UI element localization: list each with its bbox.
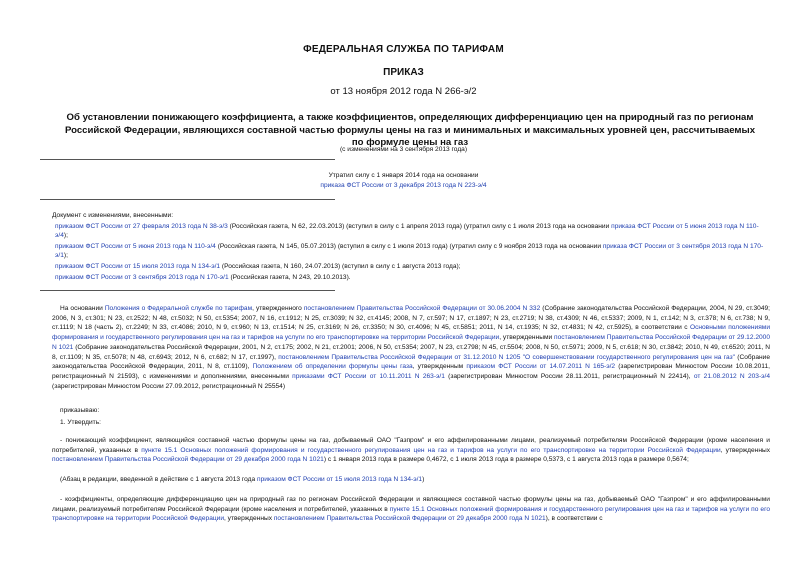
- legal-link[interactable]: приказом ФСТ России от 14.07.2011 N 165-э/2: [466, 363, 616, 371]
- changes-note: (с изменениями на 3 сентября 2013 года): [339, 146, 468, 153]
- legal-link[interactable]: Основными положениями формирования и государственного регулирования цен на газ и тарифов на услуги по его транспортировке на территории Российской Федерации: [52, 324, 770, 342]
- issuing-authority: ФЕДЕРАЛЬНАЯ СЛУЖБА ПО ТАРИФАМ: [303, 44, 504, 55]
- legal-link[interactable]: постановлением Правительства Российской Федерации от 29.12.2000 N 1021: [52, 334, 770, 351]
- document-type: ПРИКАЗ: [383, 67, 424, 78]
- legal-link[interactable]: пункте 15.1 Основных положений формирования и государственного регулирования цен на газ и тарифов на услуги по его транспортировке на территории Российской Федерации: [52, 505, 770, 523]
- order-word: приказываю:: [60, 407, 100, 414]
- legal-link[interactable]: приказом ФСТ России от 15 июля 2013 года N 134-э/1: [257, 476, 423, 483]
- legal-link[interactable]: постановлением Правительства Российской Федерации от 31.12.2010 N 1205 "О совершенствовании государственного регулирования цен на газ": [278, 353, 735, 361]
- change-doc-link[interactable]: приказом ФСТ России от 27 февраля 2013 года N 38-э/3: [55, 222, 228, 230]
- legal-link[interactable]: пункте 15.1 Основных положений формирования и государственного регулирования цен на газ и тарифов на услуги по его транспортировке на территории Российской Федерации: [141, 446, 721, 454]
- edition-note: (Абзац в редакции, введенной в действие с 1 августа 2013 года приказом ФСТ России от 15 июля 2013 года N 134-э/1): [60, 476, 425, 483]
- list-item: приказом ФСТ России от 27 февраля 2013 года N 38-э/3 (Российская газета, N 62, 22.03.2013) (вступил в силу с 1 апреля 2013 года) (утратил силу с 1 июля 2013 года на основании приказа ФСТ России от 5 июня 2013 года N 110-э/4);: [55, 222, 759, 240]
- change-docs-heading: Документ с изменениями, внесенными:: [52, 212, 174, 219]
- change-doc-link[interactable]: приказом ФСТ России от 15 июля 2013 года N 134-э/1: [55, 262, 221, 270]
- legal-link[interactable]: постановлением Правительства Российской Федерации от 29 декабря 2000 года N 1021: [273, 515, 546, 523]
- change-doc-link[interactable]: приказом ФСТ России от 3 сентября 2013 года N 170-э/1: [55, 273, 229, 281]
- divider: [40, 290, 335, 291]
- legal-link[interactable]: приказами ФСТ России от 10.11.2011 N 263-э/1: [292, 372, 445, 380]
- divider: [40, 159, 335, 160]
- legal-basis-paragraph: На основании Положения о Федеральной службе по тарифам, утвержденного постановлением Правительства Российской Федерации от 30.06.2004 N 332 (Собрание законодательства Российской Федерации, 2004, N 29, ст.3049; 2006, N 3, ст.301; N 23, ст.2522; N 48, ст.5032; N 50, ст.5354; 2007, N 16, ст.1912; N 25, ст.3039; N 32, ст.4145; 2008, N 7, ст.597; N 17, ст.1897; N 23, ст.2719; N 38, ст.4309; N 46, ст.5337; 2009, N 1, ст.142; N 3, ст.378; N 6, ст.738; N 9, ст.1119; N 18 (часть 2), ст.2249; N 33, ст.4086; 2010, N 9, ст.960; N 13, ст.1514; N 25, ст.3169; N 26, ст.3350; N 30, ст.4096; N 45, ст.5851; 2011, N 14, ст.1935; N 32, ст.4831; N 42, ст.5925), в соответствии с Основными положениями формирования и государственного регулирования цен на газ и тарифов на услуги по его транспортировке на территории Российской Федерации, утвержденными постановлением Правительства Российской Федерации от 29.12.2000 N 1021 (Собрание законодательства Российской Федерации, 2001, N 2, ст.175; 2002, N 21, ст.2001; 2006, N 50, ст.5354; 2007, N 23, ст.2798; N 45, ст.5504; 2008, N 50, ст.5971; 2009, N 5, ст.618; N 30, ст.3842; 2010, N 49, ст.6520; 2011, N 8, ст.1109; N 35, ст.5078; N 48, ст.6943; 2012, N 6, ст.682; N 17, ст.1997), постановлением Правительства Российской Федерации от 31.12.2010 N 1205 "О совершенствовании государственного регулирования цен на газ" (Собрание законодательства Российской Федерации, 2011, N 8, ст.1109), Положением об определении формулы цены газа, утвержденным приказом ФСТ России от 14.07.2011 N 165-э/2 (зарегистрирован Минюстом России 10.08.2011, регистрационный N 21593), с изменениями и дополнениями, внесенными приказами ФСТ России от 10.11.2011 N 263-э/1 (зарегистрирован Минюстом России 28.11.2011, регистрационный N 22414), от 21.08.2012 N 203-э/4 (зарегистрирован Минюстом России 27.09.2012, регистрационный N 25554): [52, 305, 771, 390]
- change-documents-list: [52, 211, 770, 282]
- coefficients-paragraph: - коэффициенты, определяющие дифференциацию цен на природный газ по регионам Российской Федерации и являющиеся составной частью формулы цены на газ, добываемый ОАО "Газпром" и его аффилированными лицами, реализуемый потребителям Российской Федерации (кроме населения и потребителей, указанных в пункте 15.1 Основных положений формирования и государственного регулирования цен на газ и тарифов на услуги по его транспортировке на территории Российской Федерации, утвержденных постановлением Правительства Российской Федерации от 29 декабря 2000 года N 1021), в соответствии с: [52, 496, 770, 523]
- legal-link[interactable]: постановлением Правительства Российской Федерации от 29 декабря 2000 года N 1021: [52, 456, 324, 464]
- list-item: приказом ФСТ России от 15 июля 2013 года N 134-э/1 (Российская газета, N 160, 24.07.2013) (вступил в силу с 1 августа 2013 года);: [55, 262, 461, 270]
- legal-link[interactable]: Положением об определении формулы цены газа: [252, 363, 413, 371]
- document-date-number: от 13 ноября 2012 года N 266-э/2: [330, 86, 477, 97]
- divider: [40, 199, 335, 200]
- change-doc-link[interactable]: приказа ФСТ России от 3 сентября 2013 года N 170-э/1: [55, 242, 764, 260]
- legal-link[interactable]: постановлением Правительства Российской Федерации от 30.06.2004 N 332: [303, 305, 541, 312]
- document-title: Об установлении понижающего коэффициента, а также коэффициентов, определяющих дифференциацию цен на природный газ по регионам Российской Федерации, являющихся составной частью формулы цены на газ и минимальных и максимальных уровней цен, рассчитываемых по формуле цены на газ: [64, 112, 756, 148]
- coefficient-paragraph: - понижающий коэффициент, являющийся составной частью формулы цены на газ, добываемый ОАО "Газпром" и его аффилированными лицами, реализуемый потребителям Российской Федерации (кроме населения и потребителей, указанных в пункте 15.1 Основных положений формирования и государственного регулирования цен на газ и тарифов на услуги по его транспортировке на территории Российской Федерации, утвержденных постановлением Правительства Российской Федерации от 29 декабря 2000 года N 1021) с 1 января 2013 года в размере 0,4672, с 1 июля 2013 года в размере 0,5373, с 1 августа 2013 года в размере 0,5674;: [52, 437, 770, 464]
- lost-force-text: Утратил силу с 1 января 2014 года на основании: [328, 172, 479, 179]
- lost-force-link[interactable]: приказа ФСТ России от 3 декабря 2013 года N 223-э/4: [320, 182, 487, 189]
- list-item: приказом ФСТ России от 5 июня 2013 года N 110-э/4 (Российская газета, N 145, 05.07.2013) (вступил в силу с 1 июля 2013 года) (утратил силу с 9 ноября 2013 года на основании приказа ФСТ России от 3 сентября 2013 года N 170-э/1);: [55, 242, 764, 260]
- change-doc-link[interactable]: приказом ФСТ России от 5 июня 2013 года N 110-э/4: [55, 242, 216, 250]
- list-item: приказом ФСТ России от 3 сентября 2013 года N 170-э/1 (Российская газета, N 243, 29.10.2013).: [55, 273, 351, 281]
- legal-link[interactable]: Положения о Федеральной службе по тарифам: [104, 305, 253, 312]
- approve-item: 1. Утвердить:: [60, 419, 101, 426]
- change-doc-link[interactable]: приказа ФСТ России от 5 июня 2013 года N 110-э/4: [55, 222, 759, 240]
- legal-link[interactable]: от 21.08.2012 N 203-э/4: [693, 372, 771, 380]
